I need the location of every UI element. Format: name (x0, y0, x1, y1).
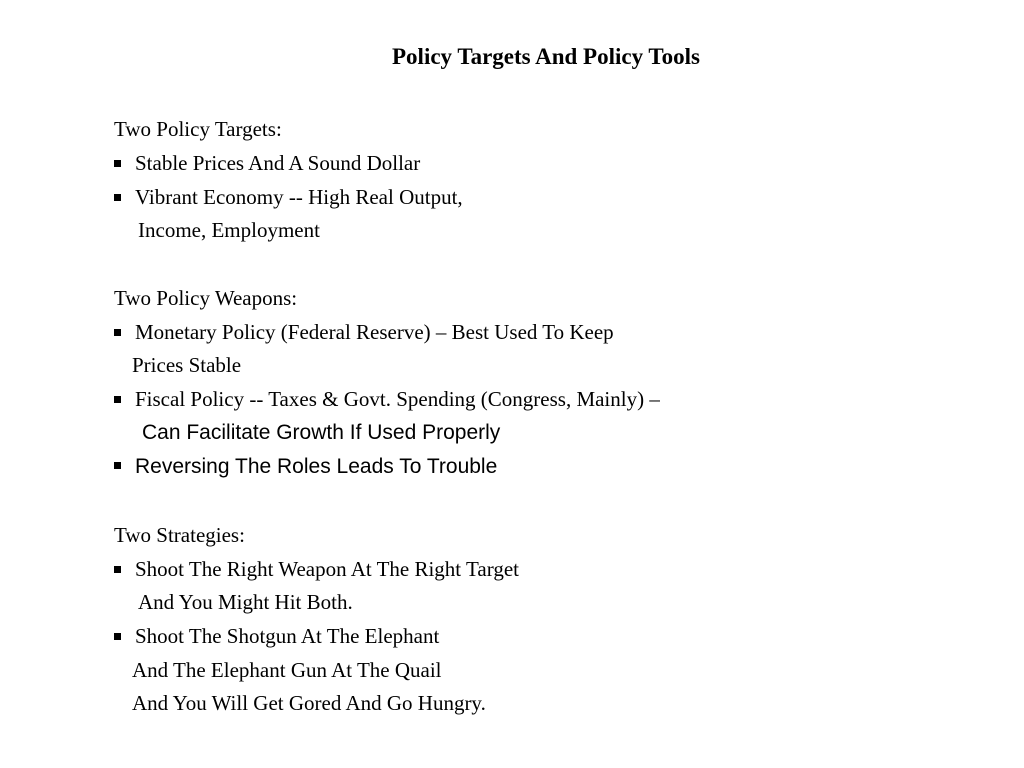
weapons-bullet-2-continuation: Can Facilitate Growth If Used Properly (142, 421, 501, 444)
bullet-icon (114, 462, 121, 469)
bullet-icon (114, 160, 121, 167)
slide-title: Policy Targets And Policy Tools (392, 44, 700, 69)
strategies-bullet-2-continuation-1: And The Elephant Gun At The Quail (132, 658, 442, 682)
strategies-bullet-2 (114, 619, 439, 653)
strategies-bullet-1 (114, 552, 519, 586)
weapons-bullet-1-text: Monetary Policy (Federal Reserve) – Best Used To Keep (135, 320, 614, 344)
targets-bullet-1 (114, 146, 420, 180)
bullet-icon (114, 566, 121, 573)
strategies-bullet-2-continuation-2: And You Will Get Gored And Go Hungry. (132, 691, 486, 715)
bullet-icon (114, 633, 121, 640)
targets-bullet-2-continuation: Income, Employment (138, 218, 320, 242)
weapons-bullet-3-text: Reversing The Roles Leads To Trouble (135, 455, 498, 478)
bullet-icon (114, 396, 121, 403)
weapons-bullet-2-text: Fiscal Policy -- Taxes & Govt. Spending (Congress, Mainly) – (135, 387, 660, 411)
weapons-heading: Two Policy Weapons: (114, 286, 298, 310)
strategies-bullet-1-continuation: And You Might Hit Both. (138, 590, 353, 614)
bullet-icon (114, 194, 121, 201)
weapons-bullet-2 (114, 382, 660, 416)
targets-bullet-2-text: Vibrant Economy -- High Real Output, (135, 185, 463, 209)
targets-heading: Two Policy Targets: (114, 117, 282, 141)
targets-bullet-2 (114, 180, 463, 214)
weapons-bullet-1-continuation: Prices Stable (132, 353, 242, 377)
bullet-icon (114, 329, 121, 336)
strategies-bullet-1-text: Shoot The Right Weapon At The Right Target (135, 557, 519, 581)
strategies-bullet-2-text: Shoot The Shotgun At The Elephant (135, 624, 440, 648)
targets-bullet-1-text: Stable Prices And A Sound Dollar (135, 151, 421, 175)
weapons-bullet-3 (114, 450, 497, 484)
strategies-heading: Two Strategies: (114, 523, 245, 547)
weapons-bullet-1 (114, 315, 614, 349)
